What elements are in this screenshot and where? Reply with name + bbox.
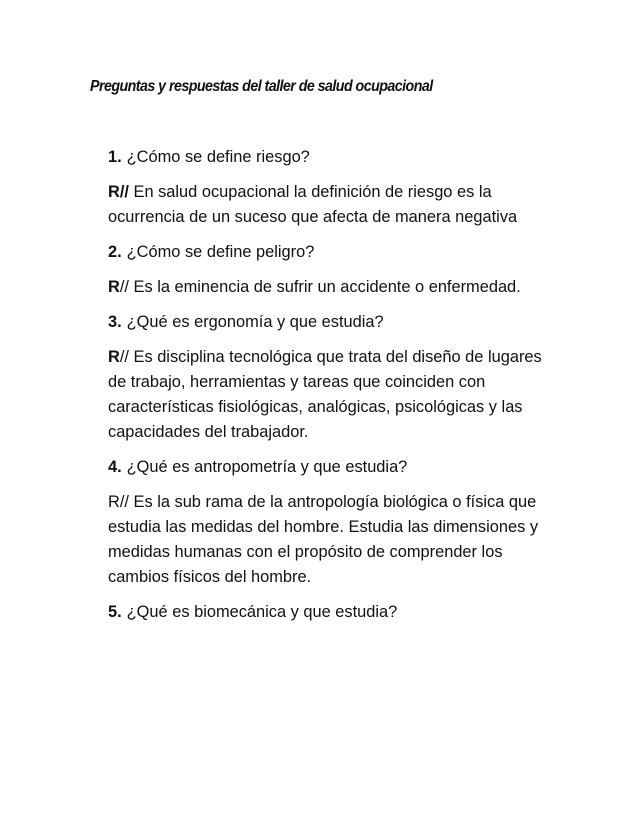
- question-number: 4.: [108, 458, 122, 476]
- question-number: 2.: [108, 243, 122, 261]
- question-4: [108, 455, 548, 480]
- answer-marker: R//: [108, 493, 129, 511]
- answer-2: [108, 275, 548, 300]
- qa-list: [108, 145, 548, 635]
- answer-marker-rest: //: [119, 348, 129, 366]
- answer-marker: R//: [108, 183, 129, 201]
- answer-text: En salud ocupacional la definición de riesgo es la ocurrencia de un suceso que afecta de manera negativa: [108, 183, 518, 226]
- question-number: 1.: [108, 148, 122, 166]
- answer-marker: R: [108, 278, 120, 296]
- question-5: [108, 600, 548, 625]
- question-text: ¿Qué es antropometría y que estudia?: [126, 458, 408, 476]
- answer-1: [108, 180, 548, 230]
- answer-text: Es la sub rama de la antropología biológica o física que estudia las medidas del hombre. Estudia las dimensiones y medidas humanas con el propósito de comprender los cambios físicos del hombre.: [108, 493, 539, 586]
- question-number: 3.: [108, 313, 122, 331]
- question-number: 5.: [108, 603, 122, 621]
- answer-3: [108, 345, 548, 445]
- question-text: ¿Qué es biomecánica y que estudia?: [126, 603, 398, 621]
- answer-text: Es la eminencia de sufrir un accidente o enfermedad.: [128, 278, 521, 296]
- answer-text: Es disciplina tecnológica que trata del diseño de lugares de trabajo, herramientas y tareas que coinciden con características fisiológicas, analógicas, psicológicas y las capacidades del trabajador.: [108, 348, 542, 441]
- question-text: ¿Cómo se define riesgo?: [126, 148, 310, 166]
- answer-marker-rest: //: [119, 278, 129, 296]
- document-title: Preguntas y respuestas del taller de salud ocupacional: [90, 78, 433, 95]
- question-3: [108, 310, 548, 335]
- question-text: ¿Qué es ergonomía y que estudia?: [126, 313, 384, 331]
- question-text: ¿Cómo se define peligro?: [126, 243, 315, 261]
- answer-4: [108, 490, 548, 590]
- question-1: [108, 145, 548, 170]
- answer-marker: R: [108, 348, 120, 366]
- question-2: [108, 240, 548, 265]
